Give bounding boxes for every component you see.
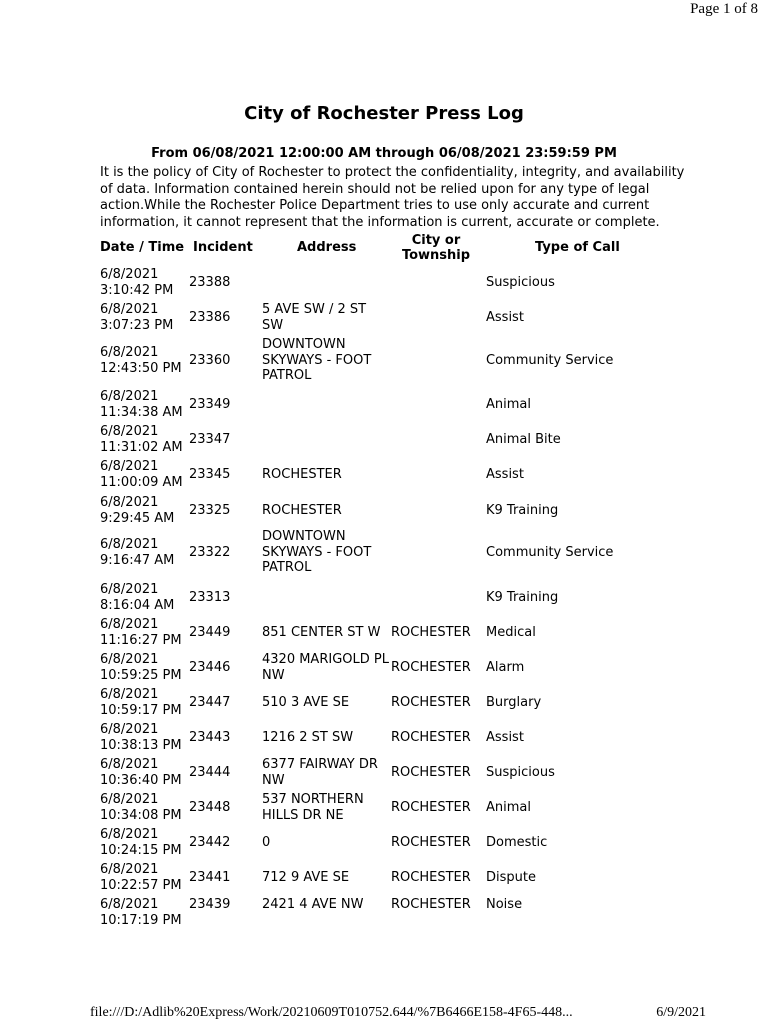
cell-address-line: PATROL	[262, 368, 312, 383]
cell-city: ROCHESTER	[391, 799, 471, 815]
cell-type: Burglary	[486, 694, 542, 710]
cell-city: ROCHESTER	[391, 624, 471, 640]
cell-time: 11:34:38 AM	[100, 404, 183, 420]
cell-date: 6/8/2021	[100, 582, 159, 597]
column-header-datetime: Date / Time	[100, 240, 185, 255]
cell-time: 10:38:13 PM	[100, 737, 182, 753]
cell-date: 6/8/2021	[100, 389, 159, 404]
cell-time: 10:59:17 PM	[100, 702, 182, 718]
cell-address	[262, 730, 390, 746]
cell-address-line: 0	[262, 834, 271, 850]
cell-datetime	[100, 537, 174, 568]
cell-address-line: DOWNTOWN	[262, 337, 346, 352]
cell-address-line: NW	[262, 772, 285, 788]
cell-incident: 23439	[189, 897, 231, 912]
cell-datetime	[100, 267, 173, 298]
cell-address-line: SKYWAYS - FOOT	[262, 544, 372, 560]
cell-type: Suspicious	[486, 274, 555, 290]
cell-type: Animal Bite	[486, 431, 561, 447]
cell-date: 6/8/2021	[100, 424, 159, 439]
cell-city: ROCHESTER	[391, 834, 471, 850]
footer-print-date: 6/9/2021	[656, 1005, 706, 1020]
cell-time: 3:10:42 PM	[100, 282, 174, 298]
cell-address-line: ROCHESTER	[262, 466, 342, 482]
cell-address-line: NW	[262, 667, 285, 683]
cell-datetime	[100, 652, 182, 683]
cell-date: 6/8/2021	[100, 537, 159, 552]
cell-address-line: ROCHESTER	[262, 502, 342, 518]
cell-address-line: HILLS DR NE	[262, 807, 344, 823]
cell-date: 6/8/2021	[100, 302, 159, 317]
cell-city: ROCHESTER	[391, 694, 471, 710]
cell-time: 9:29:45 AM	[100, 510, 175, 526]
cell-incident: 23388	[189, 274, 231, 290]
column-header-city-line1: City or	[411, 233, 461, 248]
cell-date: 6/8/2021	[100, 459, 159, 474]
cell-date: 6/8/2021	[100, 757, 159, 772]
footer-file-path: file:///D:/Adlib%20Express/Work/20210609T010752.644/%7B6466E158-4F65-448...	[90, 1005, 573, 1020]
cell-time: 3:07:23 PM	[100, 317, 174, 333]
cell-address	[262, 757, 390, 788]
cell-incident: 23443	[189, 729, 231, 745]
cell-address	[262, 625, 390, 641]
cell-date: 6/8/2021	[100, 495, 159, 510]
cell-city: ROCHESTER	[391, 659, 471, 675]
cell-datetime	[100, 687, 182, 718]
cell-time: 10:34:08 PM	[100, 807, 182, 823]
cell-time: 8:16:04 AM	[100, 597, 175, 613]
cell-incident: 23449	[189, 624, 231, 640]
cell-type: Community Service	[486, 544, 614, 560]
cell-address-line: 4320 MARIGOLD PL	[262, 652, 389, 667]
cell-incident: 23447	[189, 694, 231, 710]
page-title: City of Rochester Press Log	[244, 103, 524, 124]
column-header-address: Address	[297, 240, 357, 255]
cell-address	[262, 870, 390, 886]
cell-address-line: 5 AVE SW / 2 ST	[262, 302, 367, 317]
cell-incident: 23322	[189, 544, 231, 560]
cell-time: 10:59:25 PM	[100, 667, 182, 683]
cell-datetime	[100, 897, 182, 928]
cell-type: Domestic	[486, 834, 548, 850]
cell-date: 6/8/2021	[100, 617, 159, 632]
cell-address-line: 510 3 AVE SE	[262, 694, 350, 710]
cell-address	[262, 302, 390, 333]
cell-date: 6/8/2021	[100, 652, 159, 667]
cell-datetime	[100, 862, 182, 893]
date-range: From 06/08/2021 12:00:00 AM through 06/08/2021 23:59:59 PM	[151, 146, 617, 161]
cell-incident: 23349	[189, 396, 231, 412]
cell-type: Alarm	[486, 659, 525, 675]
cell-type: Animal	[486, 396, 531, 412]
cell-time: 12:43:50 PM	[100, 360, 182, 376]
column-header-type: Type of Call	[535, 240, 620, 255]
cell-address	[262, 792, 390, 823]
cell-type: Noise	[486, 897, 523, 912]
column-header-incident: Incident	[193, 240, 253, 255]
cell-incident: 23345	[189, 466, 231, 482]
cell-address	[262, 337, 390, 384]
cell-type: Suspicious	[486, 764, 555, 780]
cell-time: 11:00:09 AM	[100, 474, 183, 490]
cell-city: ROCHESTER	[391, 729, 471, 745]
cell-date: 6/8/2021	[100, 722, 159, 737]
cell-address-line: 712 9 AVE SE	[262, 869, 350, 885]
cell-datetime	[100, 722, 182, 753]
column-header-city	[392, 233, 480, 263]
cell-date: 6/8/2021	[100, 267, 159, 282]
cell-datetime	[100, 827, 182, 858]
cell-city: ROCHESTER	[391, 897, 471, 912]
cell-datetime	[100, 495, 174, 526]
cell-incident: 23325	[189, 502, 231, 518]
cell-datetime	[100, 389, 183, 420]
cell-address	[262, 467, 390, 483]
cell-address-line: DOWNTOWN	[262, 529, 346, 544]
cell-address-line: 1216 2 ST SW	[262, 729, 354, 745]
cell-date: 6/8/2021	[100, 897, 159, 912]
cell-address-line: 537 NORTHERN	[262, 792, 364, 807]
cell-address	[262, 529, 390, 576]
cell-time: 10:17:19 PM	[100, 912, 182, 928]
cell-type: Assist	[486, 309, 524, 325]
cell-address	[262, 835, 390, 851]
cell-address	[262, 652, 390, 683]
cell-address	[262, 897, 390, 913]
cell-incident: 23441	[189, 869, 231, 885]
cell-type: Community Service	[486, 352, 614, 368]
table-header	[0, 233, 768, 265]
cell-datetime	[100, 792, 182, 823]
cell-datetime	[100, 302, 173, 333]
cell-type: Assist	[486, 729, 524, 745]
cell-incident: 23448	[189, 799, 231, 815]
cell-incident: 23347	[189, 431, 231, 447]
cell-incident: 23444	[189, 764, 231, 780]
cell-address-line: 2421 4 AVE NW	[262, 897, 364, 912]
cell-address-line: 6377 FAIRWAY DR	[262, 757, 378, 772]
cell-type: Animal	[486, 799, 531, 815]
cell-time: 11:31:02 AM	[100, 439, 183, 455]
cell-datetime	[100, 582, 174, 613]
cell-datetime	[100, 345, 182, 376]
cell-time: 10:36:40 PM	[100, 772, 182, 788]
cell-time: 10:24:15 PM	[100, 842, 182, 858]
cell-time: 11:16:27 PM	[100, 632, 182, 648]
cell-date: 6/8/2021	[100, 827, 159, 842]
cell-type: Medical	[486, 624, 536, 640]
cell-time: 9:16:47 AM	[100, 552, 175, 568]
cell-incident: 23386	[189, 309, 231, 325]
cell-datetime	[100, 757, 182, 788]
cell-type: Assist	[486, 466, 524, 482]
cell-datetime	[100, 617, 182, 648]
cell-address-line: 851 CENTER ST W	[262, 624, 381, 640]
cell-time: 10:22:57 PM	[100, 877, 182, 893]
cell-date: 6/8/2021	[100, 345, 159, 360]
cell-type: Dispute	[486, 869, 536, 885]
cell-address-line: PATROL	[262, 560, 312, 575]
cell-city: ROCHESTER	[391, 764, 471, 780]
cell-incident: 23446	[189, 659, 231, 675]
column-header-city-line2: Township	[401, 248, 471, 263]
cell-address	[262, 695, 390, 711]
cell-datetime	[100, 459, 183, 490]
cell-date: 6/8/2021	[100, 687, 159, 702]
cell-incident: 23313	[189, 589, 231, 605]
cell-address	[262, 503, 390, 519]
cell-city: ROCHESTER	[391, 869, 471, 885]
cell-date: 6/8/2021	[100, 792, 159, 807]
cell-incident: 23360	[189, 352, 231, 368]
cell-date: 6/8/2021	[100, 862, 159, 877]
cell-address-line: SW	[262, 317, 284, 333]
cell-address-line: SKYWAYS - FOOT	[262, 352, 372, 368]
cell-incident: 23442	[189, 834, 231, 850]
disclaimer-text: It is the policy of City of Rochester to protect the confidentiality, integrity, and availability of data. Information contained herein should not be relied upon for any type of legal action.While the Rochester Police Department tries to use only accurate and current information, it cannot represent that the information is current, accurate or complete.	[100, 165, 685, 230]
cell-type: K9 Training	[486, 589, 559, 605]
cell-datetime	[100, 424, 183, 455]
page-number: Page 1 of 8	[690, 1, 758, 17]
cell-type: K9 Training	[486, 502, 559, 518]
